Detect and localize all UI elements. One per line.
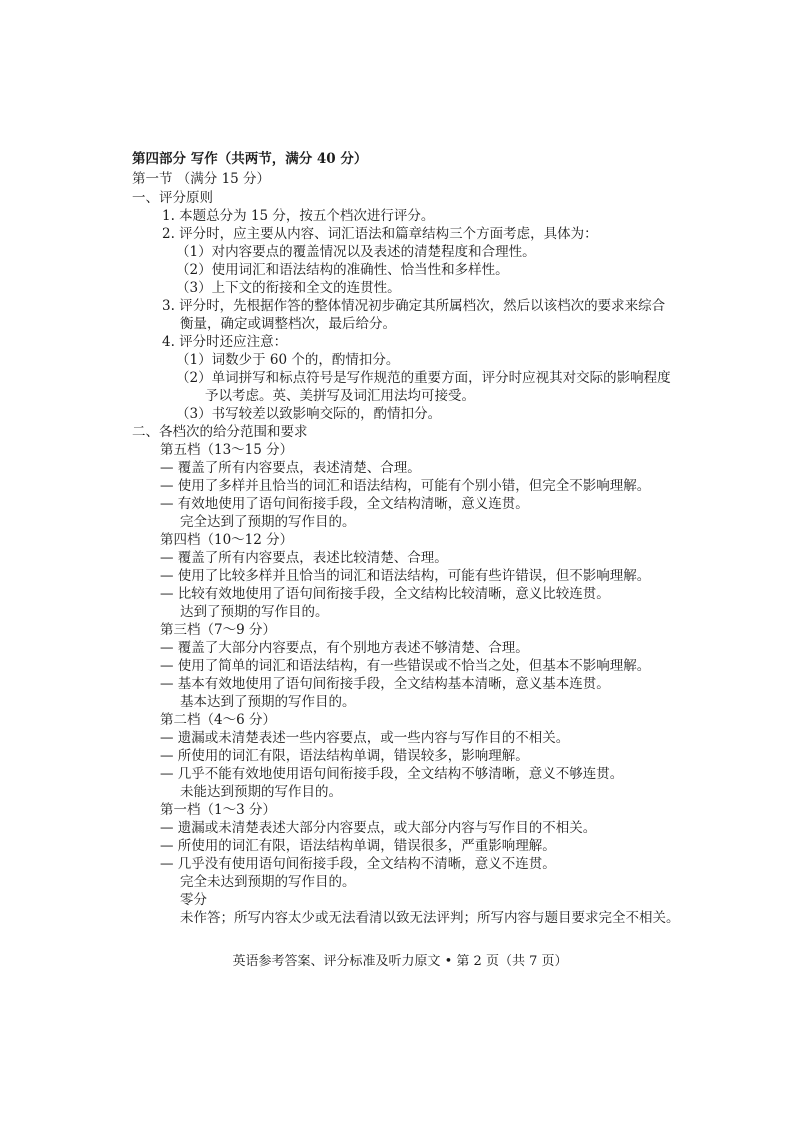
grade-4-summary: 达到了预期的写作目的。 xyxy=(180,604,329,620)
grade-2-title: 第二档（4～6 分） xyxy=(160,712,276,728)
grade-5-title: 第五档（13～15 分） xyxy=(160,442,294,458)
grade-2-bullet-1: — 遗漏或未清楚表述一些内容要点，或一些内容与写作目的不相关。 xyxy=(160,730,570,746)
principle-2-item-2: （2）使用词汇和语法结构的准确性、恰当性和多样性。 xyxy=(176,262,509,278)
grade-1-bullet-3: — 几乎没有使用语句间衔接手段，全文结构不清晰，意义不连贯。 xyxy=(160,856,556,872)
principle-4-item-2-line-2: 予以考虑。英、美拼写及词汇用法均可接受。 xyxy=(205,388,475,404)
principle-2: 2. 评分时，应主要从内容、词汇语法和篇章结构三个方面考虑，具体为： xyxy=(162,226,598,242)
grade-zero-title: 零分 xyxy=(180,892,207,908)
page-footer: 英语参考答案、评分标准及听力原文 • 第 2 页（共 7 页） xyxy=(232,954,568,969)
principle-3-line-2: 衡量，确定或调整档次，最后给分。 xyxy=(180,316,396,332)
grade-4-bullet-3: — 比较有效地使用了语句间衔接手段，全文结构比较清晰，意义比较连贯。 xyxy=(160,586,610,602)
grade-3-summary: 基本达到了预期的写作目的。 xyxy=(180,694,356,710)
grade-1-bullet-1: — 遗漏或未清楚表述大部分内容要点，或大部分内容与写作目的不相关。 xyxy=(160,820,597,836)
principle-4-item-1: （1）词数少于 60 个的，酌情扣分。 xyxy=(176,352,400,368)
grade-5-bullet-1: — 覆盖了所有内容要点，表述清楚、合理。 xyxy=(160,460,421,476)
grade-1-summary: 完全未达到预期的写作目的。 xyxy=(180,874,356,890)
grade-2-bullet-3: — 几乎不能有效地使用语句间衔接手段，全文结构不够清晰，意义不够连贯。 xyxy=(160,766,624,782)
principles-heading: 一、评分原则 xyxy=(132,190,213,206)
grade-zero-description: 未作答；所写内容太少或无法看清以致无法评判；所写内容与题目要求完全不相关。 xyxy=(180,910,680,926)
grade-4-bullet-2: — 使用了比较多样并且恰当的词汇和语法结构，可能有些许错误，但不影响理解。 xyxy=(160,568,651,584)
grade-5-bullet-3: — 有效地使用了语句间衔接手段，全文结构清晰，意义连贯。 xyxy=(160,496,529,512)
principle-4-item-3: （3）书写较差以致影响交际的，酌情扣分。 xyxy=(176,406,442,422)
principle-2-item-3: （3）上下文的衔接和全文的连贯性。 xyxy=(176,280,401,296)
grade-3-bullet-1: — 覆盖了大部分内容要点，有个别地方表述不够清楚、合理。 xyxy=(160,640,529,656)
grade-4-bullet-1: — 覆盖了所有内容要点，表述比较清楚、合理。 xyxy=(160,550,448,566)
principle-1: 1. 本题总分为 15 分，按五个档次进行评分。 xyxy=(162,208,435,224)
principle-2-item-1: （1）对内容要点的覆盖情况以及表述的清楚程度和合理性。 xyxy=(176,244,536,260)
grade-5-bullet-2: — 使用了多样并且恰当的词汇和语法结构，可能有个别小错，但完全不影响理解。 xyxy=(160,478,651,494)
principle-4: 4. 评分时还应注意： xyxy=(162,334,288,350)
principle-3-line-1: 3. 评分时，先根据作答的整体情况初步确定其所属档次，然后以该档次的要求来综合 xyxy=(162,298,666,314)
grade-2-bullet-2: — 所使用的词汇有限，语法结构单调，错误较多，影响理解。 xyxy=(160,748,529,764)
grades-heading: 二、各档次的给分范围和要求 xyxy=(132,424,308,440)
grade-4-title: 第四档（10～12 分） xyxy=(160,532,294,548)
grade-3-title: 第三档（7～9 分） xyxy=(160,622,276,638)
grade-3-bullet-3: — 基本有效地使用了语句间衔接手段，全文结构基本清晰，意义基本连贯。 xyxy=(160,676,610,692)
principle-4-item-2-line-1: （2）单词拼写和标点符号是写作规范的重要方面，评分时应视其对交际的影响程度 xyxy=(176,370,671,386)
grade-1-title: 第一档（1～3 分） xyxy=(160,802,276,818)
grade-5-summary: 完全达到了预期的写作目的。 xyxy=(180,514,356,530)
part-title: 第四部分 写作（共两节，满分 40 分） xyxy=(132,151,368,167)
grade-3-bullet-2: — 使用了简单的词汇和语法结构，有一些错误或不恰当之处，但基本不影响理解。 xyxy=(160,658,651,674)
grade-2-summary: 未能达到预期的写作目的。 xyxy=(180,784,342,800)
grade-1-bullet-2: — 所使用的词汇有限，语法结构单调，错误很多，严重影响理解。 xyxy=(160,838,556,854)
section-title: 第一节 （满分 15 分） xyxy=(132,171,271,187)
